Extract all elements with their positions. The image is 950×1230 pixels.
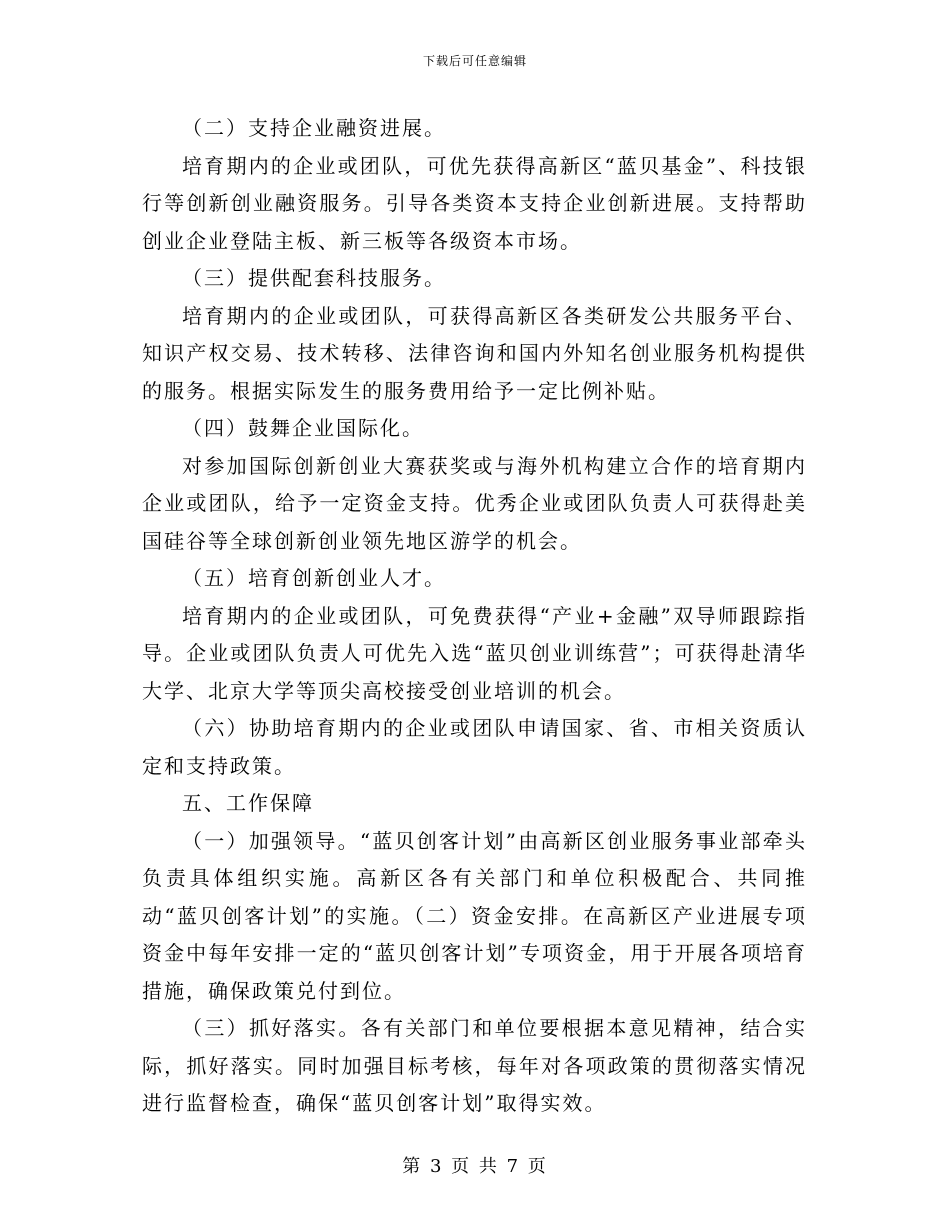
paragraph-tech-services: 培育期内的企业或团队，可获得高新区各类研发公共服务平台、知识产权交易、技术转移、法律咨询和国内外知名创业服务机构提供的服务。根据实际发生的服务费用给予一定比例补贴。 (142, 303, 807, 403)
page-current: 3 (429, 1156, 444, 1177)
section-heading-work-guarantee: 五、工作保障 (182, 791, 314, 815)
paragraph-internationalization: 对参加国际创新创业大赛获奖或与海外机构建立合作的培育期内企业或团队，给予一定资金支持。优秀企业或团队负责人可获得赴美国硅谷等全球创新创业领先地区游学的机会。 (142, 453, 807, 553)
page-prefix: 第 (402, 1156, 423, 1177)
section-heading-internationalization: （四）鼓舞企业国际化。 (182, 416, 424, 440)
page-middle: 页 共 (451, 1156, 499, 1177)
page-suffix: 页 (527, 1156, 548, 1177)
paragraph-implementation: （三）抓好落实。各有关部门和单位要根据本意见精神，结合实际，抓好落实。同时加强目标考核，每年对各项政策的贯彻落实情况进行监督检查，确保“蓝贝创客计划”取得实效。 (142, 1016, 807, 1115)
paragraph-talent: 培育期内的企业或团队，可免费获得“产业+金融”双导师跟踪指导。企业或团队负责人可优先入选“蓝贝创业训练营”；可获得赴清华大学、北京大学等顶尖高校接受创业培训的机会。 (142, 603, 807, 703)
page-number (0, 1152, 950, 1178)
section-heading-talent: （五）培育创新创业人才。 (182, 566, 446, 590)
page-total: 7 (506, 1156, 521, 1177)
section-heading-financing: （二）支持企业融资进展。 (182, 116, 446, 140)
paragraph-financing: 培育期内的企业或团队，可优先获得高新区“蓝贝基金”、科技银行等创新创业融资服务。引导各类资本支持企业创新进展。支持帮助创业企业登陆主板、新三板等各级资本市场。 (142, 153, 807, 253)
section-heading-tech-services: （三）提供配套科技服务。 (182, 266, 446, 290)
header-note: 下载后可任意编辑 (422, 54, 527, 68)
paragraph-leadership-funding: （一）加强领导。“蓝贝创客计划”由高新区创业服务事业部牵头负责具体组织实施。高新区各有关部门和单位积极配合、共同推动“蓝贝创客计划”的实施。（二）资金安排。在高新区产业进展专项资金中每年安排一定的“蓝贝创客计划”专项资金，用于开展各项培育措施，确保政策兑付到位。 (142, 828, 807, 1003)
document-body (142, 110, 807, 1123)
paragraph-qualification-support: （六）协助培育期内的企业或团队申请国家、省、市相关资质认定和支持政策。 (142, 716, 807, 778)
